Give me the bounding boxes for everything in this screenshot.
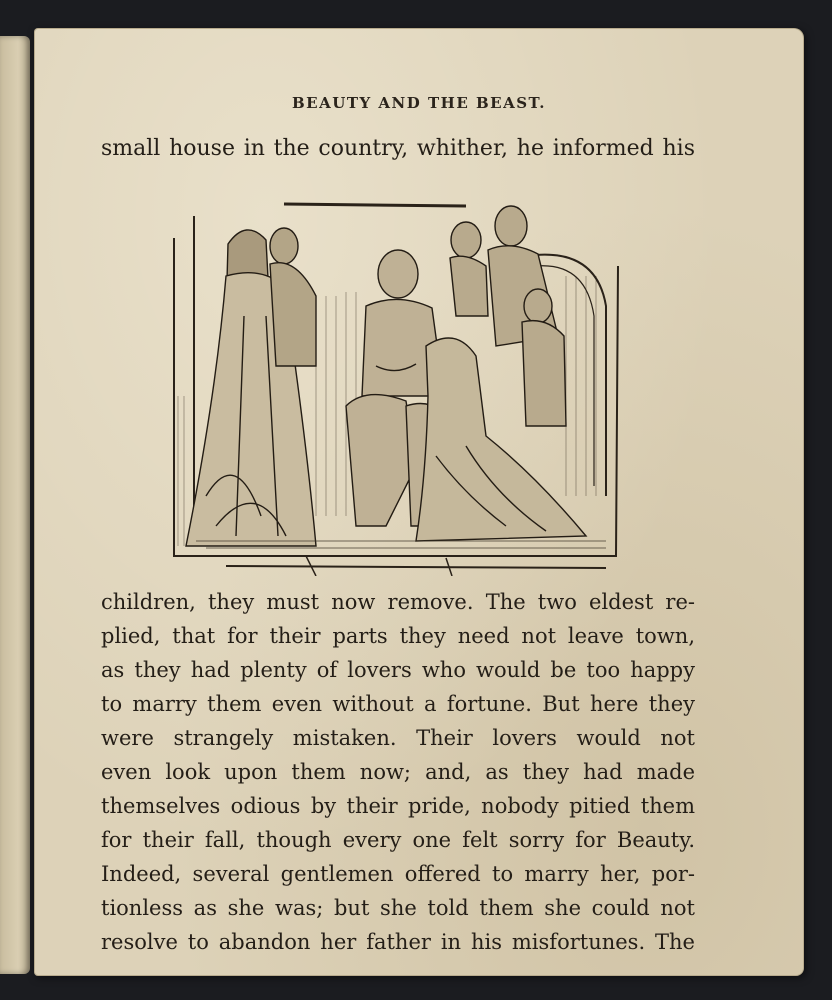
text-line: children, they must now remove. The two eldest re- (101, 590, 695, 614)
text-line: to marry them even without a fortune. But here they (101, 692, 695, 716)
running-head: BEAUTY AND THE BEAST. (291, 94, 547, 112)
text-line: resolve to abandon her father in his misfortunes. The (101, 930, 695, 954)
facing-page-edge (0, 36, 30, 974)
text-line: as they had plenty of lovers who would be too happy (101, 658, 695, 682)
body-text (101, 585, 695, 959)
text-line: themselves odious by their pride, nobody pitied them (101, 794, 695, 818)
text-line-first: small house in the country, whither, he informed his (101, 136, 695, 161)
text-line: Indeed, several gentlemen offered to marry her, por- (101, 862, 695, 886)
text-line: plied, that for their parts they need not leave town, (101, 624, 695, 648)
engraving-family-scene-icon (166, 196, 626, 576)
text-line: were strangely mistaken. Their lovers would not (101, 726, 695, 750)
text-line: tionless as she was; but she told them she could not (101, 896, 695, 920)
text-line: even look upon them now; and, as they had made (101, 760, 695, 784)
text-line: for their fall, though every one felt sorry for Beauty. (101, 828, 695, 852)
book-page (34, 28, 804, 976)
